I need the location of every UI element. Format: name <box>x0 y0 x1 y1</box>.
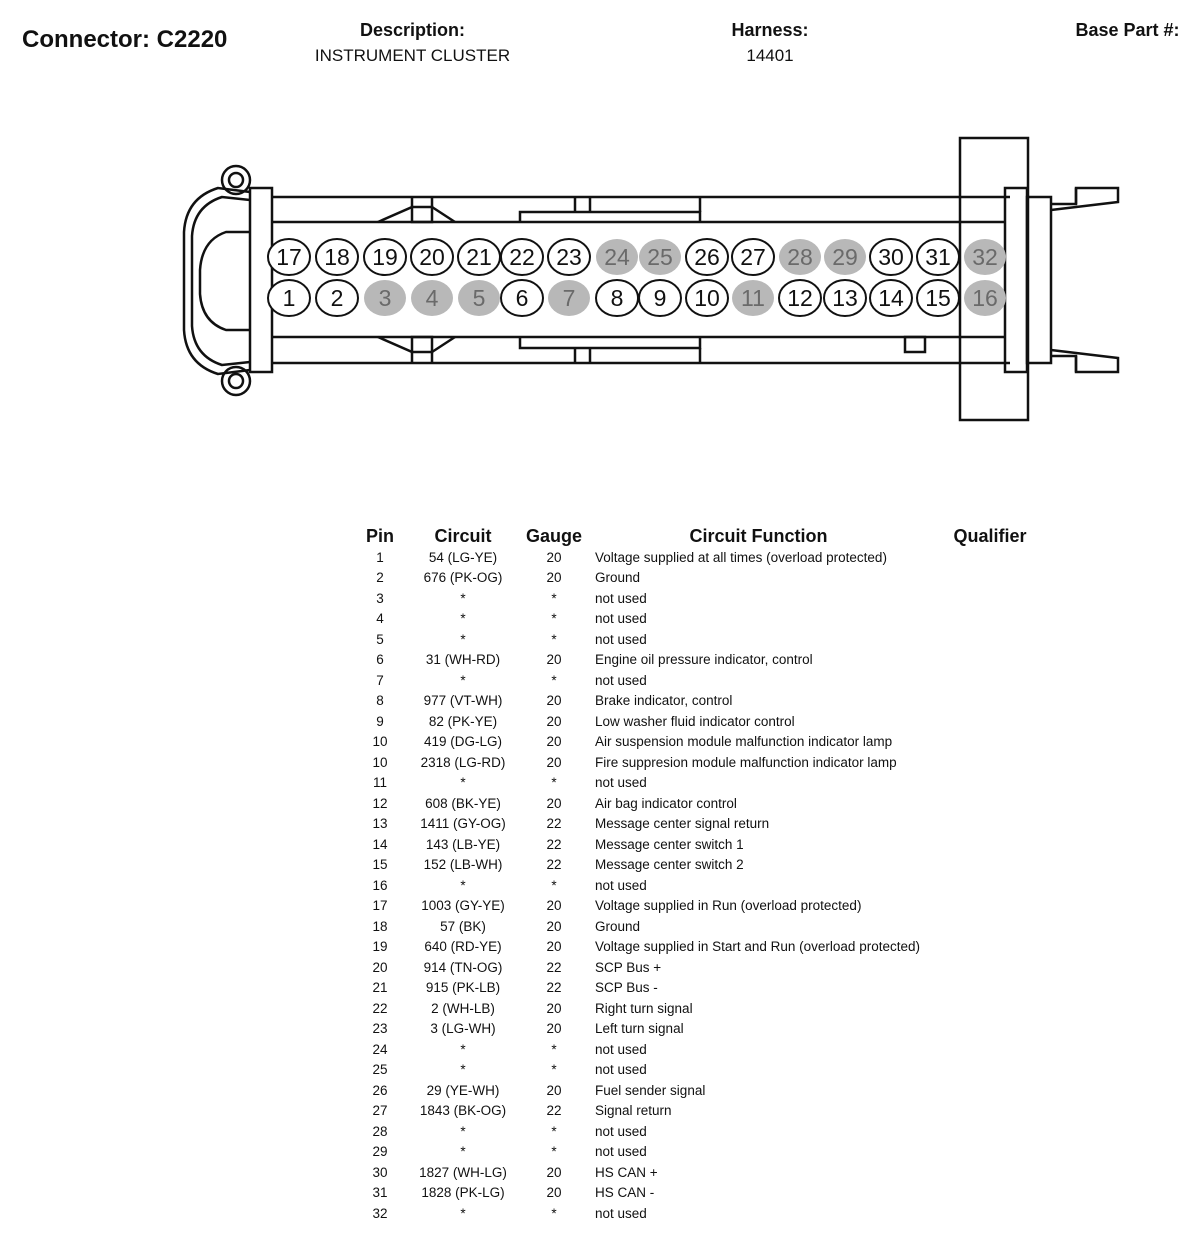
pin-number-label: 27 <box>740 244 766 270</box>
cell-circuit-function: Engine oil pressure indicator, control <box>595 652 813 668</box>
cell-circuit: * <box>460 611 466 627</box>
base-part-label: Base Part #: <box>1075 20 1180 40</box>
table-row <box>360 588 1045 609</box>
pin-number-label: 11 <box>741 285 765 311</box>
table-row <box>360 1019 1045 1040</box>
cell-circuit: 608 (BK-YE) <box>425 795 501 811</box>
cell-qualifier <box>935 1162 1045 1183</box>
pin-number-label: 26 <box>694 244 720 270</box>
cell-pin: 30 <box>372 1164 388 1180</box>
table-row <box>360 670 1045 691</box>
table-row <box>360 629 1045 650</box>
cell-circuit-function: Voltage supplied at all times (overload protected) <box>595 549 887 565</box>
cell-gauge: 20 <box>546 734 562 750</box>
cell-circuit: 1843 (BK-OG) <box>419 1103 507 1119</box>
cell-circuit-function: not used <box>595 1205 647 1221</box>
cell-qualifier <box>935 978 1045 999</box>
header-gauge: Gauge <box>526 525 583 546</box>
cell-qualifier <box>935 1039 1045 1060</box>
pin-number-label: 21 <box>466 244 492 270</box>
cell-gauge: 22 <box>546 959 562 975</box>
cell-circuit: 915 (PK-LB) <box>425 980 501 996</box>
cell-pin: 22 <box>372 1000 388 1016</box>
cell-qualifier <box>935 711 1045 732</box>
pin-number-label: 10 <box>694 285 720 311</box>
cell-gauge: * <box>551 1144 557 1160</box>
cell-circuit-function: Air bag indicator control <box>595 795 737 811</box>
table-row <box>360 793 1045 814</box>
cell-circuit-function: Fuel sender signal <box>595 1082 706 1098</box>
cell-pin: 3 <box>376 590 384 606</box>
cell-gauge: 20 <box>546 754 562 770</box>
table-row <box>360 752 1045 773</box>
cell-gauge: * <box>551 631 557 647</box>
cell-gauge: 20 <box>546 898 562 914</box>
cell-pin: 14 <box>372 836 388 852</box>
cell-pin: 5 <box>376 631 384 647</box>
left-latch <box>184 166 250 395</box>
pin-number-label: 12 <box>787 285 813 311</box>
cell-qualifier <box>935 896 1045 917</box>
cell-circuit-function: not used <box>595 1144 647 1160</box>
cell-circuit-function: Left turn signal <box>595 1021 684 1037</box>
pin-5 <box>458 280 500 316</box>
cell-circuit: * <box>460 775 466 791</box>
pin-16 <box>964 280 1006 316</box>
pin-number-label: 4 <box>425 285 439 311</box>
cell-qualifier <box>935 1019 1045 1040</box>
pin-number-label: 31 <box>925 244 951 270</box>
cell-circuit: * <box>460 1205 466 1221</box>
cell-circuit-function: Voltage supplied in Run (overload protected) <box>595 898 862 914</box>
pin-number-label: 25 <box>647 244 673 270</box>
right-shroud <box>960 138 1118 420</box>
cell-circuit: 57 (BK) <box>440 918 486 934</box>
pin-22 <box>501 239 543 275</box>
cell-gauge: 20 <box>546 1000 562 1016</box>
cell-qualifier <box>935 588 1045 609</box>
pin-number-label: 17 <box>276 244 302 270</box>
table-row <box>360 609 1045 630</box>
cell-circuit: 152 (LB-WH) <box>423 857 503 873</box>
pin-number-label: 9 <box>653 285 667 311</box>
cell-pin: 11 <box>372 775 387 791</box>
pin-27 <box>732 239 774 275</box>
pin-1 <box>268 280 310 316</box>
pin-number-label: 28 <box>787 244 813 270</box>
pin-number-label: 20 <box>419 244 445 270</box>
harness-value: 14401 <box>746 46 794 65</box>
table-row <box>360 896 1045 917</box>
pin-20 <box>411 239 453 275</box>
pin-30 <box>870 239 912 275</box>
cell-pin: 4 <box>376 611 384 627</box>
cell-circuit-function: Air suspension module malfunction indicator lamp <box>595 734 893 750</box>
pin-31 <box>917 239 959 275</box>
table-row <box>360 711 1045 732</box>
pin-9 <box>639 280 681 316</box>
cell-gauge: 22 <box>546 857 562 873</box>
cell-qualifier <box>935 732 1045 753</box>
pin-21 <box>458 239 500 275</box>
cell-circuit-function: SCP Bus + <box>595 959 662 975</box>
table-row <box>360 1060 1045 1081</box>
cell-qualifier <box>935 609 1045 630</box>
pin-19 <box>364 239 406 275</box>
cell-qualifier <box>935 1060 1045 1081</box>
cell-gauge: * <box>551 1062 557 1078</box>
table-row <box>360 773 1045 794</box>
table-row <box>360 691 1045 712</box>
cell-qualifier <box>935 793 1045 814</box>
cell-pin: 20 <box>372 959 388 975</box>
cell-circuit: * <box>460 877 466 893</box>
pin-number-label: 7 <box>562 285 576 311</box>
cell-circuit: * <box>460 1041 466 1057</box>
harness-label: Harness: <box>731 20 809 40</box>
cell-pin: 13 <box>372 816 388 832</box>
table-row <box>360 957 1045 978</box>
cell-gauge: 20 <box>546 939 562 955</box>
cell-qualifier <box>935 1080 1045 1101</box>
cell-circuit: 2 (WH-LB) <box>431 1000 495 1016</box>
pin-number-label: 13 <box>832 285 858 311</box>
cell-circuit: 640 (RD-YE) <box>424 939 502 955</box>
cell-pin: 28 <box>372 1123 388 1139</box>
pin-number-label: 15 <box>925 285 951 311</box>
pin-number-label: 22 <box>509 244 535 270</box>
cell-qualifier <box>935 1142 1045 1163</box>
connector-face-diagram <box>0 0 1200 470</box>
cell-pin: 10 <box>372 754 388 770</box>
table-row <box>360 855 1045 876</box>
cell-qualifier <box>935 1121 1045 1142</box>
cell-qualifier <box>935 1183 1045 1204</box>
table-row <box>360 998 1045 1019</box>
cell-pin: 27 <box>372 1103 388 1119</box>
cell-circuit-function: not used <box>595 611 647 627</box>
cell-gauge: * <box>551 877 557 893</box>
pin-number-label: 32 <box>972 244 998 270</box>
cell-qualifier <box>935 691 1045 712</box>
cell-pin: 10 <box>372 734 388 750</box>
pin-number-label: 2 <box>330 285 344 311</box>
pin-13 <box>824 280 866 316</box>
pin-number-label: 30 <box>878 244 904 270</box>
pin-number-label: 5 <box>472 285 486 311</box>
pin-15 <box>917 280 959 316</box>
pin-4 <box>411 280 453 316</box>
header-circuit: Circuit <box>434 525 492 546</box>
cell-circuit-function: Ground <box>595 918 641 934</box>
pin-7 <box>548 280 590 316</box>
cell-circuit-function: SCP Bus - <box>595 980 658 996</box>
table-row <box>360 937 1045 958</box>
pin-28 <box>779 239 821 275</box>
table-row <box>360 732 1045 753</box>
cell-gauge: 22 <box>546 836 562 852</box>
table-row <box>360 1142 1045 1163</box>
cell-circuit: 2318 (LG-RD) <box>420 754 506 770</box>
cell-circuit: 1827 (WH-LG) <box>419 1164 507 1180</box>
cell-circuit-function: Message center switch 2 <box>595 857 744 873</box>
cell-gauge: 20 <box>546 1082 562 1098</box>
cell-gauge: 20 <box>546 570 562 586</box>
cell-pin: 2 <box>376 570 384 586</box>
cell-circuit: * <box>460 590 466 606</box>
pin-number-label: 29 <box>832 244 858 270</box>
cell-circuit-function: not used <box>595 672 647 688</box>
cell-circuit: 54 (LG-YE) <box>428 549 498 565</box>
table-row <box>360 1183 1045 1204</box>
pin-10 <box>686 280 728 316</box>
cell-circuit: 977 (VT-WH) <box>423 693 503 709</box>
pin-number-label: 16 <box>972 285 998 311</box>
cell-circuit: * <box>460 1144 466 1160</box>
cell-circuit-function: Message center signal return <box>595 816 770 832</box>
cell-pin: 23 <box>372 1021 388 1037</box>
pin-12 <box>779 280 821 316</box>
cell-gauge: 20 <box>546 1021 562 1037</box>
cell-qualifier <box>935 916 1045 937</box>
table-row <box>360 547 1045 568</box>
table-row <box>360 568 1045 589</box>
cell-circuit: * <box>460 1062 466 1078</box>
cell-qualifier <box>935 670 1045 691</box>
cell-pin: 15 <box>372 857 388 873</box>
pin-29 <box>824 239 866 275</box>
cell-qualifier <box>935 937 1045 958</box>
table-row <box>360 978 1045 999</box>
pin-number-label: 19 <box>372 244 398 270</box>
cell-qualifier <box>935 1101 1045 1122</box>
cell-gauge: * <box>551 1205 557 1221</box>
description-value: INSTRUMENT CLUSTER <box>314 46 511 65</box>
cell-circuit-function: HS CAN + <box>595 1164 658 1180</box>
cell-qualifier <box>935 773 1045 794</box>
cell-circuit-function: Signal return <box>595 1103 672 1119</box>
cell-circuit: * <box>460 672 466 688</box>
cell-pin: 1 <box>376 549 384 565</box>
cell-pin: 8 <box>376 693 384 709</box>
cell-circuit: * <box>460 631 466 647</box>
cell-qualifier <box>935 1203 1045 1224</box>
pin-25 <box>639 239 681 275</box>
header-circuit-function: Circuit Function <box>689 525 828 546</box>
cell-circuit-function: Message center switch 1 <box>595 836 744 852</box>
pin-number-label: 23 <box>556 244 582 270</box>
cell-qualifier <box>935 875 1045 896</box>
cell-circuit-function: HS CAN - <box>595 1185 655 1201</box>
cell-circuit-function: not used <box>595 631 647 647</box>
cell-qualifier <box>935 998 1045 1019</box>
cell-qualifier <box>935 814 1045 835</box>
cell-circuit: 3 (LG-WH) <box>430 1021 496 1037</box>
cell-qualifier <box>935 834 1045 855</box>
pin-table-body <box>360 547 1045 1224</box>
cell-circuit-function: not used <box>595 1041 647 1057</box>
pin-row-top <box>268 239 1006 275</box>
pin-number-label: 6 <box>515 285 529 311</box>
cell-gauge: * <box>551 590 557 606</box>
cell-pin: 9 <box>376 713 384 729</box>
cell-gauge: 20 <box>546 795 562 811</box>
header-pin: Pin <box>365 525 394 546</box>
pin-17 <box>268 239 310 275</box>
cell-circuit-function: Right turn signal <box>595 1000 693 1016</box>
pin-6 <box>501 280 543 316</box>
cell-pin: 24 <box>372 1041 388 1057</box>
cell-circuit-function: not used <box>595 775 647 791</box>
pin-2 <box>316 280 358 316</box>
cell-qualifier <box>935 568 1045 589</box>
pin-26 <box>686 239 728 275</box>
cell-circuit: 419 (DG-LG) <box>423 734 503 750</box>
pin-table <box>360 525 1045 1224</box>
cell-gauge: 20 <box>546 1185 562 1201</box>
table-row <box>360 1203 1045 1224</box>
pin-number-label: 1 <box>282 285 296 311</box>
cell-qualifier <box>935 752 1045 773</box>
cell-circuit-function: Brake indicator, control <box>595 693 733 709</box>
cell-gauge: 22 <box>546 816 562 832</box>
table-row <box>360 1101 1045 1122</box>
cell-pin: 18 <box>372 918 388 934</box>
table-row <box>360 834 1045 855</box>
cell-pin: 19 <box>372 939 388 955</box>
cell-gauge: 20 <box>546 652 562 668</box>
cell-pin: 6 <box>376 652 384 668</box>
table-row <box>360 1080 1045 1101</box>
cell-circuit: 1828 (PK-LG) <box>421 1185 505 1201</box>
cell-gauge: 20 <box>546 713 562 729</box>
pin-number-label: 18 <box>324 244 350 270</box>
description-label: Description: <box>359 20 465 40</box>
pin-23 <box>548 239 590 275</box>
cell-gauge: * <box>551 611 557 627</box>
cell-gauge: 20 <box>546 918 562 934</box>
cell-pin: 16 <box>372 877 388 893</box>
cell-pin: 7 <box>376 672 384 688</box>
cell-circuit-function: Low washer fluid indicator control <box>595 713 795 729</box>
pin-32 <box>964 239 1006 275</box>
cell-qualifier <box>935 547 1045 568</box>
cell-qualifier <box>935 957 1045 978</box>
cell-circuit-function: not used <box>595 1062 647 1078</box>
pin-number-label: 8 <box>610 285 624 311</box>
cell-circuit-function: Ground <box>595 570 641 586</box>
cell-gauge: 22 <box>546 1103 562 1119</box>
cell-gauge: * <box>551 1123 557 1139</box>
cell-pin: 31 <box>372 1185 388 1201</box>
cell-circuit-function: not used <box>595 877 647 893</box>
cell-pin: 25 <box>372 1062 388 1078</box>
cell-pin: 29 <box>372 1144 388 1160</box>
table-row <box>360 1121 1045 1142</box>
connector-title: Connector: C2220 <box>22 26 228 53</box>
cell-pin: 17 <box>372 898 388 914</box>
cell-circuit-function: not used <box>595 590 647 606</box>
cell-qualifier <box>935 855 1045 876</box>
cell-gauge: 20 <box>546 1164 562 1180</box>
cell-pin: 12 <box>372 795 388 811</box>
table-row <box>360 1039 1045 1060</box>
table-header-row <box>360 525 1045 547</box>
cell-circuit: 1411 (GY-OG) <box>420 816 506 832</box>
cell-qualifier <box>935 650 1045 671</box>
pin-24 <box>596 239 638 275</box>
table-row <box>360 1162 1045 1183</box>
table-row <box>360 875 1045 896</box>
cell-qualifier <box>935 629 1045 650</box>
cell-pin: 21 <box>372 980 388 996</box>
header-qualifier: Qualifier <box>953 525 1027 546</box>
pin-14 <box>870 280 912 316</box>
table-row <box>360 814 1045 835</box>
cell-circuit-function: Fire suppresion module malfunction indicator lamp <box>595 754 897 770</box>
cell-pin: 26 <box>372 1082 388 1098</box>
cell-circuit: 143 (LB-YE) <box>425 836 501 852</box>
cell-circuit: 31 (WH-RD) <box>425 652 501 668</box>
cell-circuit: 914 (TN-OG) <box>423 959 503 975</box>
cell-circuit-function: Voltage supplied in Start and Run (overload protected) <box>595 939 920 955</box>
cell-circuit: 676 (PK-OG) <box>423 570 503 586</box>
pin-11 <box>732 280 774 316</box>
cell-circuit: 29 (YE-WH) <box>426 1082 500 1098</box>
pin-18 <box>316 239 358 275</box>
cell-gauge: * <box>551 672 557 688</box>
pin-number-label: 14 <box>878 285 904 311</box>
pin-number-label: 3 <box>378 285 392 311</box>
table-row <box>360 650 1045 671</box>
cell-gauge: 20 <box>546 549 562 565</box>
pin-number-label: 24 <box>604 244 630 270</box>
cell-gauge: 22 <box>546 980 562 996</box>
cell-circuit: 1003 (GY-YE) <box>421 898 505 914</box>
pin-8 <box>596 280 638 316</box>
cell-gauge: * <box>551 775 557 791</box>
cell-gauge: 20 <box>546 693 562 709</box>
cell-circuit-function: not used <box>595 1123 647 1139</box>
pin-3 <box>364 280 406 316</box>
pin-row-bottom <box>268 280 1006 316</box>
table-row <box>360 916 1045 937</box>
cell-pin: 32 <box>372 1205 388 1221</box>
cell-circuit: * <box>460 1123 466 1139</box>
cell-circuit: 82 (PK-YE) <box>428 713 498 729</box>
cell-gauge: * <box>551 1041 557 1057</box>
